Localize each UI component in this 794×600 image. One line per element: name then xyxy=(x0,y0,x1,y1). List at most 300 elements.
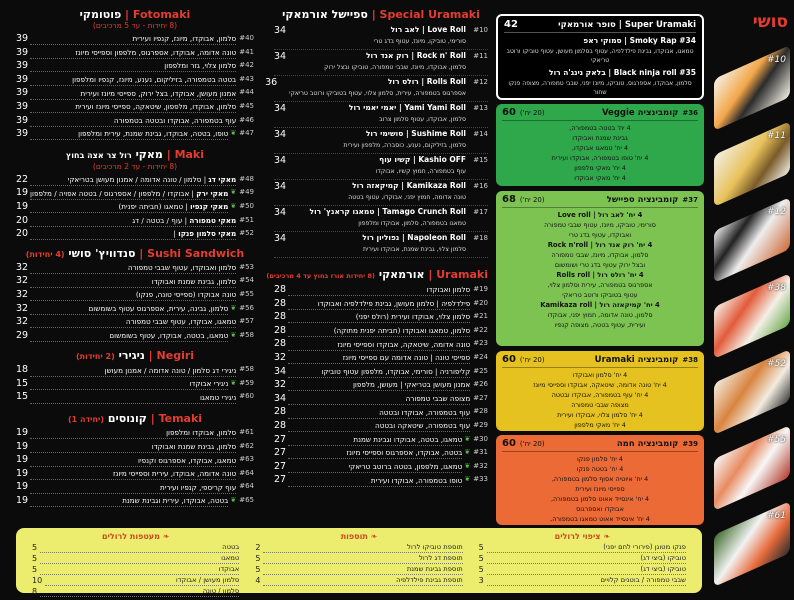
menu-item xyxy=(274,351,488,365)
item-text: סלמון / טונה אדומה / אמנון מעושן בטריאקי xyxy=(67,175,202,185)
fotomaki-title: Fotomaki | פוטומקי xyxy=(79,8,191,21)
item-price: 19 xyxy=(16,427,29,439)
menu-item xyxy=(274,433,488,447)
item-number: #52 xyxy=(239,229,254,238)
item-number: #51 xyxy=(239,215,254,224)
item-number: #59 xyxy=(239,378,254,387)
footer-item-label: פנקו מטוגן (פירורי לחם יפני) xyxy=(487,543,686,553)
vegan-leaf-icon: ❦ xyxy=(464,448,471,457)
combo-price: 60 xyxy=(502,438,516,449)
footer-item xyxy=(255,553,462,564)
footer-item xyxy=(479,553,686,564)
footer-addons xyxy=(247,532,470,589)
item-price: 19 xyxy=(16,467,29,479)
item-price: 20 xyxy=(16,228,29,240)
footer-item-price: 5 xyxy=(478,565,484,574)
combo-line: סלמון, טונה אדומה, חמוץ יפני, אבוקדו xyxy=(547,311,653,319)
item-body xyxy=(298,128,466,153)
item-body xyxy=(298,102,466,127)
item-number: #28 xyxy=(473,407,488,416)
item-description: טונה אדומה, שיטאקה, אבוקדו וספייסי מיונז xyxy=(288,340,470,351)
menu-item xyxy=(274,446,488,460)
item-number: #33 xyxy=(473,475,488,484)
item-description: טונה אדומה, חמוץ יפני, אבוקדו, עטוף בטטה xyxy=(348,194,466,201)
combo-header xyxy=(502,107,698,121)
super-uramaki-header: Super Uramaki | סופר אורמאקי 42 xyxy=(504,19,696,33)
special-menu-item xyxy=(274,180,488,206)
item-number: #27 xyxy=(473,393,488,402)
item-description: ספייסי טונה | טונה אדומה עם ספייסי מיונז xyxy=(288,353,470,364)
item-description: סלמון, גבינה, עירית, אספרגוס עטוף בשומשום xyxy=(30,304,228,315)
combo-header xyxy=(502,194,698,208)
menu-item xyxy=(274,392,488,406)
menu-item xyxy=(16,453,254,467)
footer-item-price: 5 xyxy=(32,554,38,563)
combo-line: 4 יח' בטטה פנקו xyxy=(576,465,624,473)
item-name: Tamago Crunch Roll | טמאגו קראנץ' רול xyxy=(309,207,466,216)
menu-item xyxy=(274,297,488,311)
menu-item xyxy=(16,288,254,302)
combo-title: קומבינציה ספיישל xyxy=(606,194,679,205)
special-menu-item xyxy=(274,154,488,180)
item-price: 28 xyxy=(274,406,287,418)
combo-hot-box xyxy=(496,435,704,525)
item-number: #19 xyxy=(473,285,488,293)
combo-line: 4 יח' מאקי אבוקדו xyxy=(574,174,626,182)
menu-item xyxy=(16,173,254,187)
item-number: #16 xyxy=(473,182,488,190)
footer-item-price: 5 xyxy=(255,565,261,574)
sushi-title: סושי xyxy=(752,12,788,32)
combo-number: #37 xyxy=(682,195,698,204)
item-price: 34 xyxy=(274,51,287,62)
item-number: #13 xyxy=(473,104,488,112)
item-body xyxy=(289,76,466,101)
footer-coatings-title: ❧ ציפוי לרולים xyxy=(554,532,611,541)
sushi-image-strip xyxy=(708,40,794,590)
item-description: בטטה, אבוקדו, עירית וגבינת שמנת xyxy=(30,496,228,507)
sushi-photo xyxy=(714,273,790,359)
combo-line: 4 יח' אינסייד אאוט טמאגו בטמפורה, xyxy=(550,515,650,523)
special-menu-item xyxy=(274,102,488,128)
footer-item-price: 2 xyxy=(255,543,261,552)
combo-line: 4 יח' איוטיה אסוף סלמון בטמפורה, xyxy=(551,475,649,483)
menu-item xyxy=(16,261,254,275)
menu-item xyxy=(274,419,488,433)
item-number: #18 xyxy=(473,234,488,242)
combo-line: ובצל ירוק עטוף בדג טרי ושומשום xyxy=(554,261,646,269)
combo-line: 4 יח' טופו בטמפורה, אבוקדו ועירית xyxy=(551,154,649,162)
combo-header xyxy=(502,438,698,452)
vegan-leaf-icon: ❦ xyxy=(464,475,471,484)
item-price: 32 xyxy=(16,316,29,328)
item-description: פילדלפיה | סלמון מעושן, גבינת פילדלפיה ואבוקדו xyxy=(288,299,470,310)
footer-item xyxy=(32,575,239,586)
super-uramaki-list xyxy=(504,35,696,97)
item-number: #11 xyxy=(473,52,488,60)
item-text: אבוקדו / מלפפון / אספרגוס / בטטה אפויה / מלפפון xyxy=(30,188,190,198)
item-description: סלמון, אבוקדו, אספרגוס, טוביקו, מיונז יפני, שבבי טמפורה, מצופה פנקו שחור xyxy=(508,80,692,96)
item-name: Napoleon Roll | נפוליון רול xyxy=(362,233,466,242)
item-price: 28 xyxy=(274,297,287,309)
menu-item xyxy=(16,390,254,404)
item-number: #50 xyxy=(239,201,254,210)
footer-item-price: 5 xyxy=(478,543,484,552)
item-price: 34 xyxy=(274,207,287,218)
combo-line: ספייסי מיונז ועירית xyxy=(575,485,625,493)
menu-item xyxy=(16,32,254,46)
item-price: 39 xyxy=(16,73,29,85)
item-description: טונה אדומה, אבוקדו, אספרגוס, מלפפון וספייסי מיונז xyxy=(30,48,236,59)
combo-number: #36 xyxy=(682,108,698,117)
item-description: מצופה שבבי טמפורה xyxy=(288,394,470,405)
item-description: סלמון, אבוקדו, מלפפון, שיטאקה, ספייסי מיונז ועירית xyxy=(30,102,236,113)
menu-item xyxy=(16,46,254,60)
item-number: #58 xyxy=(239,365,254,374)
combo-price: 68 xyxy=(502,194,516,205)
item-price: 19 xyxy=(16,481,29,493)
item-price: 27 xyxy=(274,474,287,486)
item-price: 39 xyxy=(16,33,29,44)
menu-item xyxy=(274,365,488,379)
item-body xyxy=(298,232,466,257)
item-description: סלמון צלוי, גזר ומלפפון xyxy=(30,61,236,72)
combo-line: 4 יח' סלמון ואבוקדו xyxy=(572,371,628,379)
menu-item xyxy=(16,100,254,114)
footer-item-label: בטטה xyxy=(40,543,239,553)
item-description: סלמון, טמאגו ואבוקדו (חביתה יפנית מתוקה) xyxy=(288,326,470,337)
item-body xyxy=(298,180,466,205)
footer-item-label: סלמון / טונה xyxy=(40,587,239,597)
combo-line: 4 יח' סלמון צלוי, אבוקדו ועירית xyxy=(557,411,643,419)
footer-item-label: תוספת גבינת פילדלפיה xyxy=(263,576,462,586)
sushi-photo-label: #52 xyxy=(767,359,786,370)
item-price: 32 xyxy=(16,302,29,314)
sushi-photo-label: #55 xyxy=(767,435,786,446)
item-body xyxy=(298,24,466,49)
footer-item-price: 5 xyxy=(478,554,484,563)
item-description: טונה אבוקדו (ספייסי טונה, פנקו) xyxy=(30,290,236,301)
maki-list xyxy=(16,173,254,241)
menu-item xyxy=(16,114,254,128)
uramaki-list xyxy=(274,283,488,487)
item-description: ניגירי דג סלמון / טונה אדומה / אמנון מעושן xyxy=(30,366,236,377)
combo-line: אבוקדו ואספרגוס xyxy=(576,505,624,513)
item-price: 19 xyxy=(16,440,29,452)
item-number: #60 xyxy=(239,392,254,401)
item-description: ניגירי אבוקדו xyxy=(30,379,228,390)
footer-item xyxy=(255,542,462,553)
item-description: סלמון, בזיליקום, נענע, כוסברה, מלפפון ועירית xyxy=(343,142,466,149)
menu-item xyxy=(274,310,488,324)
item-number: #25 xyxy=(473,366,488,375)
item-number: #55 xyxy=(239,289,254,298)
menu-item xyxy=(16,467,254,481)
sushi-photo-label: #10 xyxy=(767,55,786,66)
item-price: 34 xyxy=(274,103,287,114)
item-description: מאקי טמפורה | עוף / בטטה / דג xyxy=(30,216,236,227)
sushi-photo xyxy=(714,45,790,131)
item-name: מאקי ירק xyxy=(196,188,229,198)
item-description: סלמון, גבינת שמנת ואבוקדו xyxy=(30,442,236,453)
item-price: 19 xyxy=(16,495,29,507)
item-description: מאקי קנפיו | טמאגו (חביתה יפנית) xyxy=(30,202,228,213)
footer-item-label: שבבי טמפורה / בוטנים קלויים xyxy=(487,576,686,586)
item-text: טמאגו (חביתה יפנית) xyxy=(118,202,184,212)
item-number: #53 xyxy=(239,262,254,271)
item-name: מאקי טמפורה xyxy=(189,215,237,225)
combo-number: #39 xyxy=(682,439,698,448)
item-description: סלמון, אבוקדו, עטוף סלמון צרוב xyxy=(379,116,466,123)
item-description: טמאגו בטמפורה, סלמון, אבוקדו ומלפפון xyxy=(358,220,466,227)
item-price: 22 xyxy=(16,173,29,185)
uramaki-title: Uramaki | אורמאקי (8 יחידות אורז בחוץ עד 4 מרכיבים) xyxy=(266,268,488,281)
item-name xyxy=(504,35,696,47)
special-menu-item xyxy=(274,232,488,258)
temaki-list xyxy=(16,426,254,508)
item-description: עוף בטמפורה, אבוקדו ובטטה xyxy=(288,408,470,419)
menu-column-left xyxy=(16,8,254,508)
item-price: 27 xyxy=(274,433,287,445)
combo-line: 4 יח' עוף בטמפורה, אבוקדו ובטטה xyxy=(551,391,649,399)
item-description: סלמון, אבוקדו ומלפפון xyxy=(30,428,236,439)
item-number: #45 xyxy=(239,101,254,110)
item-description: טמאגו, אבוקדו, אספרגוס וקנפיו xyxy=(30,456,236,467)
combo-line: 4 יח' טונה אדומה, שיטאקה, אבוקדו וספייסי מיונז xyxy=(533,381,667,389)
item-number: #61 xyxy=(239,428,254,437)
combo-line: 4 יח' רולס רול | Rolls roll xyxy=(556,271,644,279)
item-price: 39 xyxy=(16,128,29,140)
footer-item-label: סלמון מעושן / אבוקדו xyxy=(45,576,239,586)
vegan-leaf-icon: ❦ xyxy=(230,129,237,138)
item-price: 19 xyxy=(15,187,29,199)
fotomaki-list xyxy=(16,32,254,141)
super-uramaki-box xyxy=(496,14,704,100)
sushi-photo-label: #61 xyxy=(767,511,786,522)
footer-coatings xyxy=(471,532,694,589)
combo-line: 4 יח' קמיקאזה רול | Kamikaza roll xyxy=(540,301,660,309)
footer-item xyxy=(32,586,239,597)
item-price: 34 xyxy=(274,365,287,377)
item-price: 39 xyxy=(16,114,29,126)
item-description: טופו, בטטה, אבוקדו, גבינת שמנת, עירית ומלפפון xyxy=(30,129,228,140)
combo-title: קומבינציה Veggie xyxy=(601,107,679,118)
vegan-leaf-icon: ❦ xyxy=(230,330,237,339)
item-number: #15 xyxy=(473,156,488,164)
combo-line: 4 יח' רוק אנד רול | Rock n'roll xyxy=(547,241,653,249)
item-body xyxy=(298,154,466,179)
item-name: מאקי קנפיו xyxy=(190,202,229,212)
item-number: #24 xyxy=(473,352,488,361)
menu-item xyxy=(16,440,254,454)
sushi-sandwich-list xyxy=(16,261,254,343)
item-price: 32 xyxy=(16,288,29,300)
menu-item xyxy=(274,460,488,474)
item-description: סורימי, טוביקו, מיונז, עטוף בדג טרי xyxy=(373,38,466,45)
item-description: ניגירי טמאגו xyxy=(30,393,236,404)
footer-item xyxy=(479,575,686,586)
vegan-leaf-icon: ❦ xyxy=(464,461,471,470)
item-number: #20 xyxy=(473,298,488,307)
menu-item xyxy=(16,214,254,228)
item-body xyxy=(298,206,466,231)
item-number: #32 xyxy=(473,461,488,470)
item-description: טונה אדומה, אבוקדו, עירית וספייסי מיונז xyxy=(30,469,236,480)
item-number: #43 xyxy=(239,74,254,83)
item-description: סלמון, גבינת שמנת ואבוקדו xyxy=(30,277,236,288)
item-name-text: Smoky Rap | סמוקי ראפ xyxy=(583,36,677,45)
item-number: #41 xyxy=(239,47,254,56)
menu-column-middle xyxy=(265,8,488,487)
item-price: 28 xyxy=(274,311,287,323)
menu-item xyxy=(274,324,488,338)
item-price: 34 xyxy=(274,25,287,36)
item-description: טמאגו, אבוקדו, עטוף שבבי טמפורה xyxy=(30,317,236,328)
menu-item xyxy=(274,283,488,297)
footer-item-price: 5 xyxy=(32,565,38,574)
super-menu-item xyxy=(504,67,696,97)
footer-item-label: תוספת גבינת שמנת xyxy=(263,565,462,575)
item-number: #48 xyxy=(239,174,254,183)
item-description: מאקי דג | סלמון / טונה אדומה / אמנון מעושן בטריאקי xyxy=(30,175,236,186)
combo-title: קומבינציה Uramaki xyxy=(594,354,679,365)
menu-item xyxy=(16,227,254,241)
item-number: #17 xyxy=(473,208,488,216)
menu-item xyxy=(16,329,254,343)
combo-line: אספרגוס בטמפורה, עירית וסלמון צלוי, xyxy=(547,281,653,289)
footer-item xyxy=(479,542,686,553)
item-name: Sushime Roll | סושימי רול xyxy=(365,129,466,138)
item-number: #63 xyxy=(239,455,254,464)
item-price: 27 xyxy=(274,460,287,472)
menu-item xyxy=(274,337,488,351)
item-price: 18 xyxy=(16,364,29,376)
item-number: #46 xyxy=(239,115,254,124)
menu-item xyxy=(16,86,254,100)
combo-line: 4 יח' סלמון פנקו xyxy=(577,455,623,463)
footer-item xyxy=(255,575,462,586)
maki-title: Maki | מאקי רול צר אצה בחוץ xyxy=(65,147,205,161)
item-number: #31 xyxy=(473,448,488,457)
item-description: עוף קריספי, קנפיו ועירית xyxy=(30,483,236,494)
menu-item xyxy=(16,302,254,316)
combo-line: סורימי, טוביקו, מיונז, עטוף שבבי טמפורה xyxy=(544,221,656,229)
item-description: אספרגוס בטמפורה, עירית, סלמון צלוי, עטוף בטוביקו ורוטב טריאקי xyxy=(289,90,466,97)
combo-line: 4 יח' אינסייד אאוט סלמון בטמפורה, xyxy=(550,495,650,503)
item-name xyxy=(504,67,696,79)
vegan-leaf-icon: ❦ xyxy=(230,201,237,210)
footer-item xyxy=(32,564,239,575)
menu-item xyxy=(16,274,254,288)
menu-item xyxy=(16,315,254,329)
menu-item xyxy=(16,59,254,73)
menu-item xyxy=(16,127,254,141)
combo-header xyxy=(502,354,698,368)
super-menu-item xyxy=(504,35,696,65)
item-name: Kamikaza Roll | קמיקאזה רול xyxy=(352,181,466,190)
footer-item-label: טוביקו (ביצי דג) xyxy=(487,565,686,575)
item-description: קליפורניה | סורימי, אבוקדו, מלפפון עטוף טוביקו xyxy=(288,367,470,378)
footer-item-label: אבוקדו xyxy=(40,565,239,575)
combo-title: קומבינציה חמה xyxy=(616,438,679,449)
menu-item xyxy=(16,426,254,440)
combo-line: 4 יח' בטטה בטמפורה, xyxy=(569,124,631,132)
vegan-leaf-icon: ❦ xyxy=(230,378,237,387)
item-description: טמאגו, אבוקדו, גבינת פילדלפיה, עטוף בסלמון מעושן, עטוף טוביקו ורוטב טריאקי xyxy=(506,48,694,64)
footer-addons-title: ❧ תוספות xyxy=(340,532,378,541)
item-description: סלמון ואבוקדו xyxy=(288,285,470,296)
sushi-photo xyxy=(714,121,790,207)
item-price: 36 xyxy=(265,77,278,88)
item-price: 28 xyxy=(274,324,287,336)
sushi-photo xyxy=(714,349,790,435)
item-description: בטטה, אבוקדו, אספרגוס וספייסי מיונז xyxy=(288,448,462,459)
menu-item xyxy=(274,405,488,419)
menu-item xyxy=(16,363,254,377)
fotomaki-note: (8 יחידות - עד 5 מרכיבים) xyxy=(92,21,178,30)
combo-line: 4 יח' טמאגו אבוקדו, xyxy=(571,144,629,152)
special-menu-item xyxy=(274,128,488,154)
menu-item xyxy=(16,73,254,87)
item-name-text: Black ninja roll | בלאק נינג'ה רול xyxy=(549,68,677,77)
item-number: #35 xyxy=(676,68,696,77)
item-number: #10 xyxy=(473,26,488,34)
item-price: 32 xyxy=(16,261,29,273)
menu-item xyxy=(16,186,254,200)
item-number: #58 xyxy=(239,330,254,339)
negiri-title: Negiri | ניגירי (2 יחידות) xyxy=(75,349,195,363)
item-number: #21 xyxy=(473,312,488,321)
item-number: #23 xyxy=(473,339,488,348)
item-price: 34 xyxy=(274,181,287,192)
combo-special-box xyxy=(496,191,704,346)
item-price: 32 xyxy=(16,275,29,287)
item-number: #34 xyxy=(676,36,696,45)
item-name: מאקי סלמון פנקו xyxy=(178,229,237,239)
item-price: 29 xyxy=(16,329,29,341)
item-description: עוף בטמפורה, אבוקדו ובטטה בטמפורה xyxy=(30,116,236,127)
item-number: #64 xyxy=(239,468,254,477)
special-menu-item xyxy=(265,76,488,102)
item-description: סלמון צלוי, אבוקדו ועירית (רולס יפני) xyxy=(288,312,470,323)
footer-item-price: 5 xyxy=(255,554,261,563)
item-price: 32 xyxy=(274,351,287,363)
item-description: סלמון, אבוקדו, מיונז, קנפיו ועירית xyxy=(30,34,236,45)
sushi-sandwich-title: Sushi Sandwich | סנדוויץ' סושי (4 יחידות) xyxy=(25,246,245,260)
vegan-leaf-icon: ❦ xyxy=(230,496,237,505)
item-price: 19 xyxy=(16,454,29,466)
item-price: 20 xyxy=(16,214,29,226)
combo-uramaki-box xyxy=(496,351,704,431)
menu-item xyxy=(274,473,488,487)
item-number: #57 xyxy=(239,317,254,326)
special-uramaki-list xyxy=(265,24,488,258)
combo-number: #38 xyxy=(682,355,698,364)
item-price: 28 xyxy=(274,419,287,431)
item-price: 34 xyxy=(274,233,287,244)
menu-item xyxy=(16,480,254,494)
item-number: #29 xyxy=(473,420,488,429)
item-price: 39 xyxy=(16,100,29,112)
vegan-leaf-icon: ❦ xyxy=(230,188,237,197)
footer-item-label: טוביקו (ביצי דג) xyxy=(487,554,686,564)
sushi-photo xyxy=(714,501,790,587)
footer-item-price: 4 xyxy=(255,576,261,585)
item-description: טופו בטמפורה, אבוקדו ועירית xyxy=(288,476,462,487)
negiri-list xyxy=(16,363,254,404)
item-number: #64 xyxy=(239,482,254,491)
footer-rolls-title: ❧ מעטפות לרולים xyxy=(101,532,170,541)
